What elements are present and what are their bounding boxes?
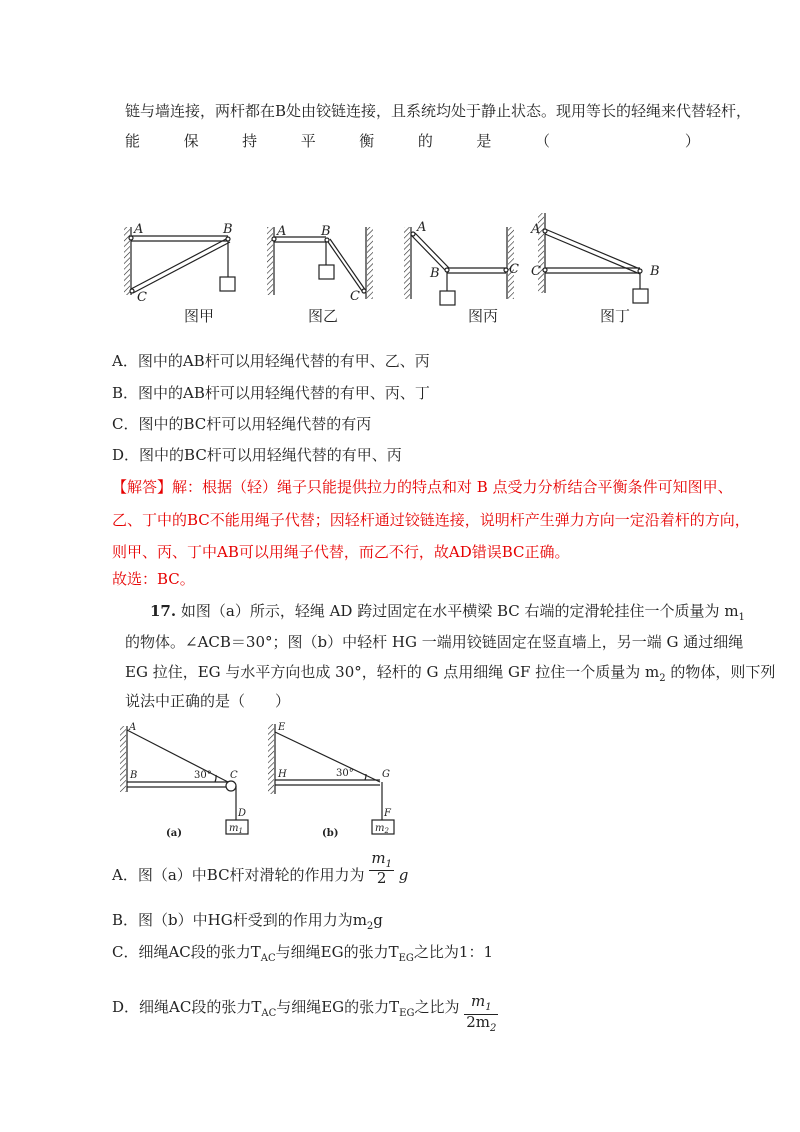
label-d: D <box>238 808 247 819</box>
angle-label: 30° <box>336 768 354 779</box>
q16-char: 平 <box>300 132 316 150</box>
caption-ding: 图丁 <box>600 307 631 325</box>
label-g: G <box>382 769 390 780</box>
q17-stem-line3: EG 拉住，EG 与水平方向也成 30°，轻杆的 G 点用细绳 GF 拉住一个质量为 $m_2$ 的物体，则下列 <box>125 663 776 684</box>
label-f: F <box>384 808 391 819</box>
q17-number: 17. <box>150 602 177 620</box>
q16-char: 是 <box>476 132 492 150</box>
q16-char: 持 <box>242 132 258 150</box>
q16-paren-close: ） <box>684 132 700 150</box>
q16-answer-line2: 乙、丁中的BC不能用绳子代替；因轻杆通过铰链连接，说明杆产生弹力方向一定沿着杆的方向， <box>112 511 750 529</box>
q16-paren-open: （ <box>534 132 550 150</box>
q16-stem-line1: 链与墙连接，两杆都在B处由铰链连接，且系统均处于静止状态。现用等长的轻绳来代替轻杆， <box>125 102 752 120</box>
label-b: B <box>430 266 440 281</box>
q17-stem-line4: 说法中正确的是（ ） <box>125 692 291 710</box>
q16-option-a: A．图中的AB杆可以用轻绳代替的有甲、乙、丙 <box>112 352 430 370</box>
label-c: C <box>350 289 360 304</box>
label-c: C <box>137 290 147 305</box>
figure-b <box>268 724 394 834</box>
caption-bing: 图丙 <box>468 307 499 325</box>
figure-jia <box>124 227 235 295</box>
caption-b: (b) <box>322 828 339 839</box>
label-b: B <box>321 224 331 239</box>
mass-label: $m_1$ <box>229 823 243 835</box>
q17-option-b: B．图（b）中HG杆受到的作用力为$m_2g$ <box>112 911 383 932</box>
fraction: $\frac{m_1}{2}$ <box>371 848 392 888</box>
q17-stem-line2: 的物体。∠ACB＝30°；图（b）中轻杆 HG 一端用铰链固定在竖直墙上，另一端 G 通过细绳 <box>125 633 744 651</box>
q17-option-a: A．图（a）中BC杆对滑轮的作用力为 $\frac{m_1}{2}$ g <box>112 848 409 888</box>
label-c: C <box>230 770 238 781</box>
label-a: A <box>277 224 287 239</box>
mass-label: $m_2$ <box>375 823 389 835</box>
label-b: B <box>223 222 233 237</box>
fraction: $\frac{m_1}{2m_2}$ <box>466 992 497 1034</box>
label-a: A <box>531 222 541 237</box>
q17-option-c: C．细绳AC段的张力$T_{AC}$与细绳EG的张力$T_{EG}$之比为1：1 <box>112 943 494 964</box>
q16-stem-line2 <box>125 130 700 151</box>
q16-option-d: D．图中的BC杆可以用轻绳代替的有甲、丙 <box>112 446 402 464</box>
q16-option-b: B．图中的AB杆可以用轻绳代替的有甲、丙、丁 <box>112 384 430 402</box>
q17-figures <box>118 720 408 840</box>
q16-char: 能 <box>125 132 141 150</box>
caption-yi: 图乙 <box>308 307 339 325</box>
q16-answer-line1: 【解答】解：根据（轻）绳子只能提供拉力的特点和对 B 点受力分析结合平衡条件可知图甲、 <box>112 478 733 496</box>
angle-label: 30° <box>194 770 212 781</box>
q16-char: 衡 <box>359 132 375 150</box>
label-e: E <box>278 722 286 733</box>
label-b: B <box>650 264 660 279</box>
figure-ding <box>538 213 648 303</box>
label-c: C <box>531 264 541 279</box>
q16-answer-choice: 故选：BC。 <box>112 570 195 588</box>
label-a: A <box>129 722 137 733</box>
q17-stem-line1: 17. 如图（a）所示，轻绳 AD 跨过固定在水平横梁 BC 右端的定滑轮挂住一个质量为 $m_1$ <box>150 602 745 623</box>
label-h: H <box>278 769 287 780</box>
figure-a <box>120 726 248 834</box>
label-a: A <box>417 220 427 235</box>
figure-bing <box>404 227 514 305</box>
label-c: C <box>509 262 519 277</box>
label-b: B <box>130 770 138 781</box>
caption-a: (a) <box>166 828 182 839</box>
q16-figures <box>120 205 680 310</box>
q16-char: 的 <box>417 132 433 150</box>
caption-jia: 图甲 <box>184 307 215 325</box>
q16-answer-line3: 则甲、丙、丁中AB可以用绳子代替，而乙不行，故AD错误BC正确。 <box>112 543 570 561</box>
q16-option-c: C．图中的BC杆可以用轻绳代替的有丙 <box>112 415 372 433</box>
label-a: A <box>134 222 144 237</box>
q17-option-d: D．细绳AC段的张力$T_{AC}$与细绳EG的张力$T_{EG}$之比为 $\frac{m_1}{2m_2}$ <box>112 992 497 1034</box>
q16-char: 保 <box>183 132 199 150</box>
